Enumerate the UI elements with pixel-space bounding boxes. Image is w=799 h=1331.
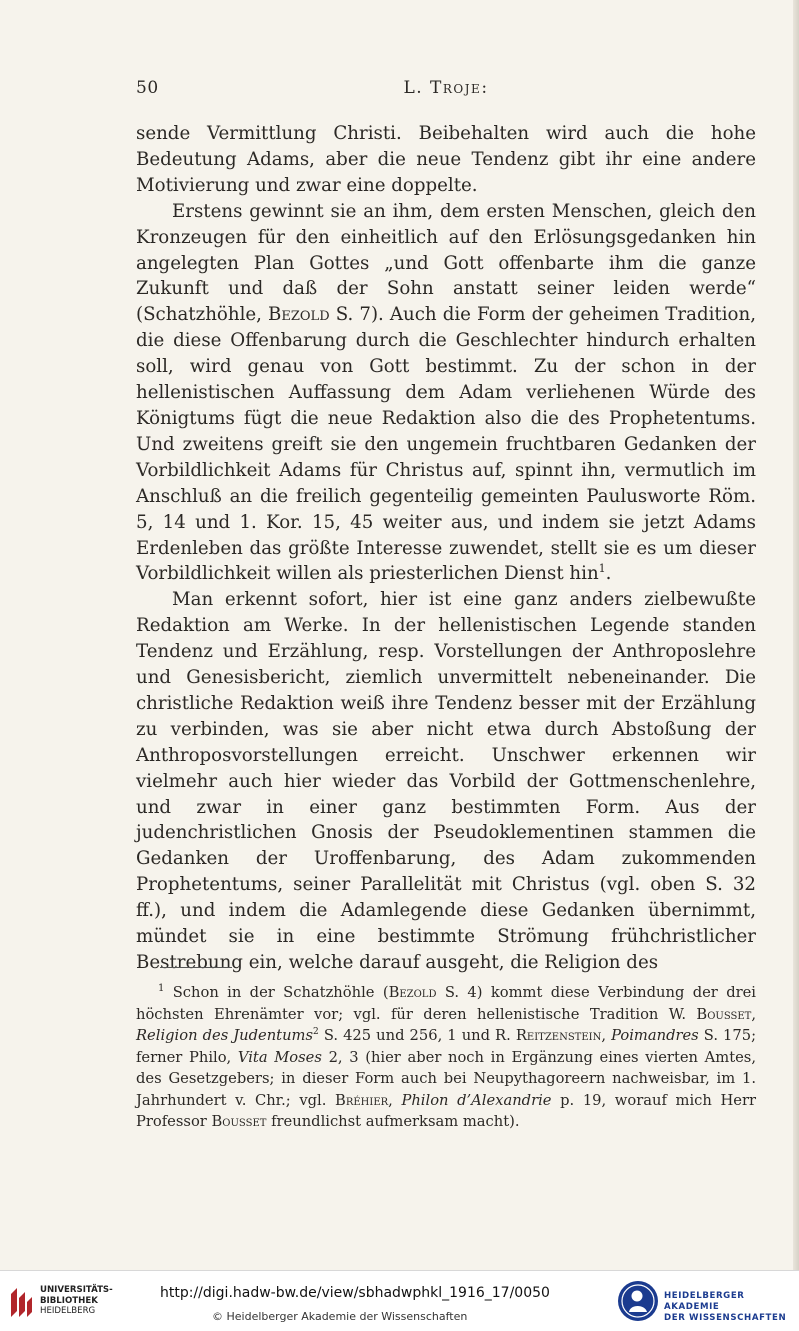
paragraph-2-part-a: Erstens gewinnt sie an ihm, dem ersten Menschen, gleich den Kronzeugen für den einheitlich auf den Erlösungsgedanken hin angelegten Plan Gottes „und Gott offenbarte ihm die ganze Zukunft und daß der Sohn anstatt seiner leiden werde“ (Schatzhöhle, — [136, 200, 756, 326]
fn-text-4: S. 425 und 256, 1 und R. — [323, 1027, 511, 1044]
footnote-1 — [136, 982, 756, 1133]
fn-text-10: freundlichst aufmerksam macht). — [271, 1113, 520, 1130]
footnotes — [136, 982, 756, 1133]
paragraph-3: Man erkennt sofort, hier ist eine ganz anders zielbewußte Redaktion am Werke. In der hellenistischen Legende standen Tendenz und Erzählung, resp. Vorstellungen der Anthroposlehre und Genesisbericht, ziemlich unvermittelt nebeneinander. Die christliche Redaktion weiß ihre Tendenz besser mit der Erzählung zu verbinden, was sie aber nicht etwa durch Abstoßung der Anthroposvorstellungen erreicht. Unschwer erkennen wir vielmehr auch hier wieder das Vorbild der Gottmenschenlehre, und zwar in einer ganz bestimmten Form. Aus der judenchristlichen Gnosis der Pseudoklementinen stammen die Gedanken der Uroffenbarung, des Adam zukommenden Prophetentums, seiner Parallelität mit Christus (vgl. oben S. 32 ff.), und indem die Adamlegende diese Gedanken übernimmt, mündet sie in eine bestimmte Strömung frühchristlicher Bestrebung ein, welche darauf ausgeht, die Religion des — [136, 589, 756, 973]
fn-text-9: p. 19, worauf mich Herr Professor — [136, 1091, 756, 1130]
copyright-notice: © Heidelberger Akademie der Wissenschaften — [212, 1310, 468, 1323]
running-head-author — [136, 78, 756, 98]
fn-bezold: Bezold — [388, 984, 437, 1001]
fn-text-8: , — [388, 1091, 393, 1109]
footnote-reference[interactable]: 1 — [598, 562, 606, 576]
paragraph-2-end: . — [605, 563, 612, 585]
fn-book-vita-moses: Vita Moses — [237, 1048, 322, 1066]
library-line-2: BIBLIOTHEK — [40, 1295, 98, 1306]
permalink-url[interactable]: http://digi.hadw-bw.de/view/sbhadwphkl_1916_17/0050 — [160, 1285, 550, 1301]
author-name: L. Troje: — [403, 78, 489, 98]
fn-book-philon: Philon d’Alexandrie — [401, 1091, 552, 1109]
viewer-footer — [0, 1270, 799, 1331]
fn-text-6: S. 175; ferner Philo, — [136, 1027, 757, 1066]
academy-seal-icon[interactable] — [617, 1280, 659, 1322]
fn-book-religion: Religion des Judentums — [136, 1027, 314, 1044]
library-line-1: UNIVERSITÄTS- — [40, 1285, 113, 1295]
body-text — [136, 121, 756, 976]
library-line-3: HEIDELBERG — [40, 1306, 96, 1316]
fn-brehier: Bréhier — [335, 1091, 389, 1109]
academy-line-1: HEIDELBERGER AKADEMIE — [664, 1291, 745, 1312]
academy-name[interactable] — [664, 1291, 799, 1324]
page-number: 50 — [136, 78, 159, 98]
university-library-logo-icon[interactable] — [8, 1284, 34, 1320]
university-library-name[interactable] — [40, 1285, 113, 1317]
citation-bezold: Bezold — [268, 304, 330, 326]
fn-text-5: , — [601, 1027, 607, 1044]
page-edge — [793, 0, 799, 1270]
paragraph-2-part-b: S. 7). Auch die Form der geheimen Tradition, die diese Offenbarung durch die Geschlechter hindurch erhalten soll, wird genau von Gott bestimmt. Zu der schon in der hellenistischen Auffassung dem Adam verliehenen Würde des Königtums fügt die neue Redaktion also die des Prophetentums. Und zweitens greift sie den ungemein fruchtbaren Gedanken der Vorbildlichkeit Adams für Christus auf, spinnt ihn, vermutlich im Anschluß an die freilich gegenteilig gemeinten Paulusworte Röm. 5, 14 und 1. Kor. 15, 45 weiter aus, und indem sie jetzt Adams Erdenleben das größte Interesse zuwendet, stellt sie es um dieser Vorbildlichkeit willen als priesterlichen Dienst hin — [136, 304, 756, 585]
fn-text-2: S. 4) kommt diese Verbindung der drei höchsten Ehrenämter vor; vgl. für deren hellenistische Tradition W. — [136, 984, 757, 1023]
fn-text-1: Schon in der Schatzhöhle ( — [172, 984, 389, 1001]
paragraph-2 — [136, 199, 756, 588]
running-head — [136, 78, 756, 100]
footnote-marker: 1 — [158, 983, 165, 995]
paragraph-1: sende Vermittlung Christi. Beibehalten wird auch die hohe Bedeutung Adams, aber die neue Tendenz gibt ihr eine andere Motivierung und zwar eine doppelte. — [136, 123, 756, 196]
academy-line-2: DER WISSENSCHAFTEN — [664, 1313, 787, 1323]
fn-bousset-1: Bousset — [696, 1005, 752, 1023]
fn-book-poimandres: Poimandres — [611, 1027, 699, 1044]
fn-text-3: , — [751, 1005, 756, 1023]
fn-bousset-2: Bousset — [211, 1113, 267, 1130]
fn-text-7: 2, 3 (hier aber noch in Ergänzung eines vierten Amtes, des Gesetzgebers; in dieser Form auch bei Neupythagoreern nachweisbar, im 1. Jahrhundert v. Chr.; vgl. — [136, 1048, 756, 1109]
fn-book-religion-edition: 2 — [313, 1027, 319, 1038]
fn-reitzenstein: Reitzenstein — [515, 1027, 602, 1044]
footnote-rule — [160, 967, 232, 968]
